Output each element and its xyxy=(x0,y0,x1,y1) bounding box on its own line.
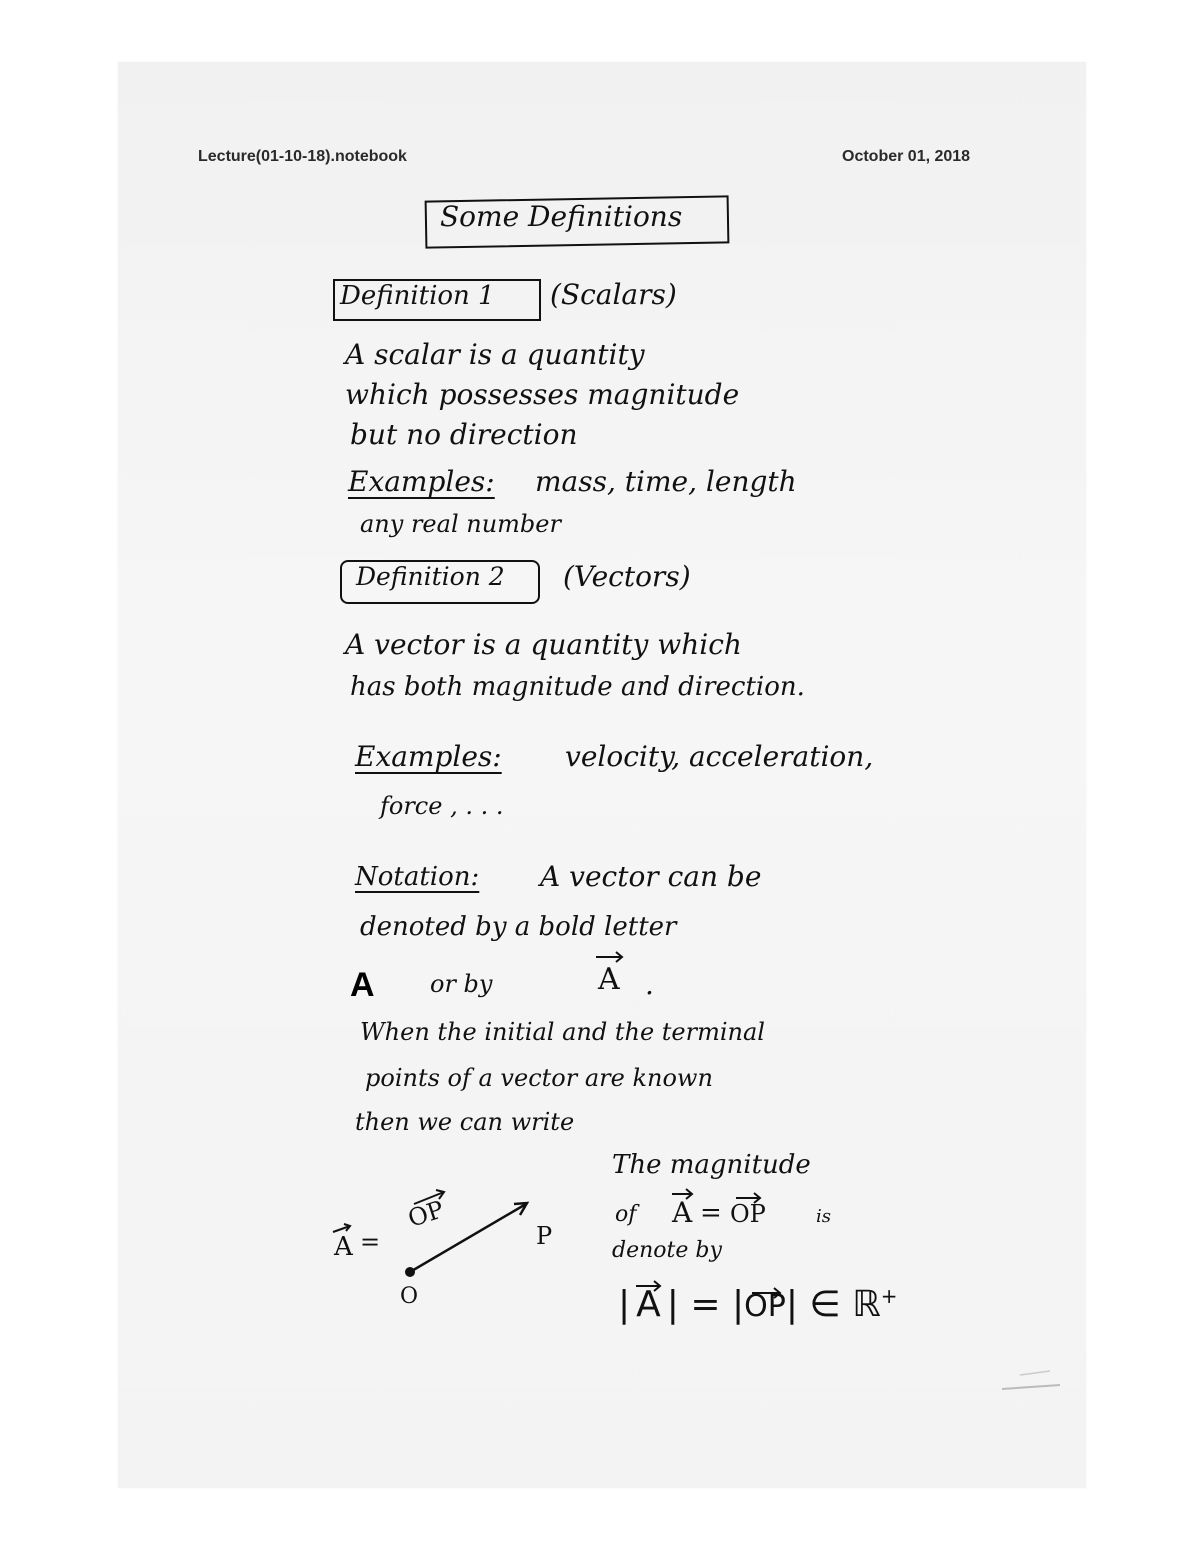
def2-examples-1: velocity, acceleration, xyxy=(565,740,874,773)
vector-op-line xyxy=(410,1204,526,1272)
formula-op-arrow-icon xyxy=(750,1285,784,1299)
arrow-letter-a: A xyxy=(598,962,620,997)
def2-examples-label: Examples: xyxy=(355,740,502,773)
diagram-vec-a-arrow-icon xyxy=(330,1222,356,1236)
point-o-dot xyxy=(405,1267,415,1277)
formula-op-letters: OP xyxy=(744,1289,786,1324)
point-p-label: P xyxy=(536,1222,553,1250)
def1-line-1: A scalar is a quantity xyxy=(345,338,645,371)
magnitude-vec-a-arrow-icon xyxy=(670,1186,696,1200)
notebook-page xyxy=(118,62,1086,1488)
def1-line-3: but no direction xyxy=(350,418,578,451)
def1-line-2: which possesses magnitude xyxy=(345,378,740,411)
when-line-2: points of a vector are known xyxy=(365,1064,713,1092)
def2-line-2: has both magnitude and direction. xyxy=(350,672,805,702)
def1-label: Definition 1 xyxy=(340,281,495,311)
formula-vec-op xyxy=(744,1289,786,1324)
notation-line-3-end: . xyxy=(645,968,654,1001)
formula-a-arrow-icon xyxy=(634,1278,664,1292)
magnitude-line-3: denote by xyxy=(612,1238,722,1263)
arrow-over-a-icon xyxy=(594,948,626,964)
formula-sup-plus: + xyxy=(880,1284,898,1308)
bold-letter-a: A xyxy=(350,966,375,1004)
magnitude-eq: = xyxy=(700,1198,722,1228)
notebook-filename: Lecture(01-10-18).notebook xyxy=(198,148,407,165)
def1-paren: (Scalars) xyxy=(550,278,677,311)
formula-vec-a xyxy=(630,1284,667,1325)
notation-line-1: A vector can be xyxy=(540,860,762,893)
formula-middle: | = | xyxy=(666,1284,745,1325)
def1-examples-1: mass, time, length xyxy=(535,465,797,498)
def2-examples-2: force , . . . xyxy=(380,792,504,820)
notation-label: Notation: xyxy=(355,862,480,892)
magnitude-vec-op-arrow-icon xyxy=(734,1190,764,1204)
formula-end: | ∈ ℝ xyxy=(785,1284,881,1325)
diagram-vec-a: A xyxy=(334,1232,353,1262)
page-title: Some Definitions xyxy=(440,200,683,233)
notebook-date: October 01, 2018 xyxy=(842,148,971,165)
def2-label: Definition 2 xyxy=(356,562,505,591)
point-o-label: O xyxy=(400,1284,419,1309)
def1-examples-label: Examples: xyxy=(348,465,495,498)
formula-a-letter: A xyxy=(636,1284,661,1325)
magnitude-line-1: The magnitude xyxy=(612,1150,811,1180)
magnitude-vec-op: OP xyxy=(730,1200,766,1228)
formula-bar-open: | xyxy=(618,1284,631,1325)
vector-op-diagram xyxy=(400,1192,540,1282)
notation-line-2: denoted by a bold letter xyxy=(360,912,677,942)
def1-examples-2: any real number xyxy=(360,510,561,538)
def2-paren: (Vectors) xyxy=(563,560,691,593)
magnitude-of: of xyxy=(615,1202,637,1227)
magnitude-is: is xyxy=(816,1206,831,1227)
when-line-1: When the initial and the terminal xyxy=(360,1018,765,1046)
magnitude-vec-a: A xyxy=(672,1196,693,1229)
def2-line-1: A vector is a quantity which xyxy=(345,628,742,661)
magnitude-formula xyxy=(618,1284,897,1325)
when-line-3: then we can write xyxy=(355,1108,575,1136)
notation-line-3-mid: or by xyxy=(430,970,493,998)
stray-pen-mark xyxy=(1000,1365,1070,1405)
diagram-equals: = xyxy=(360,1228,381,1256)
diagram-op-label: OP xyxy=(404,1195,448,1233)
